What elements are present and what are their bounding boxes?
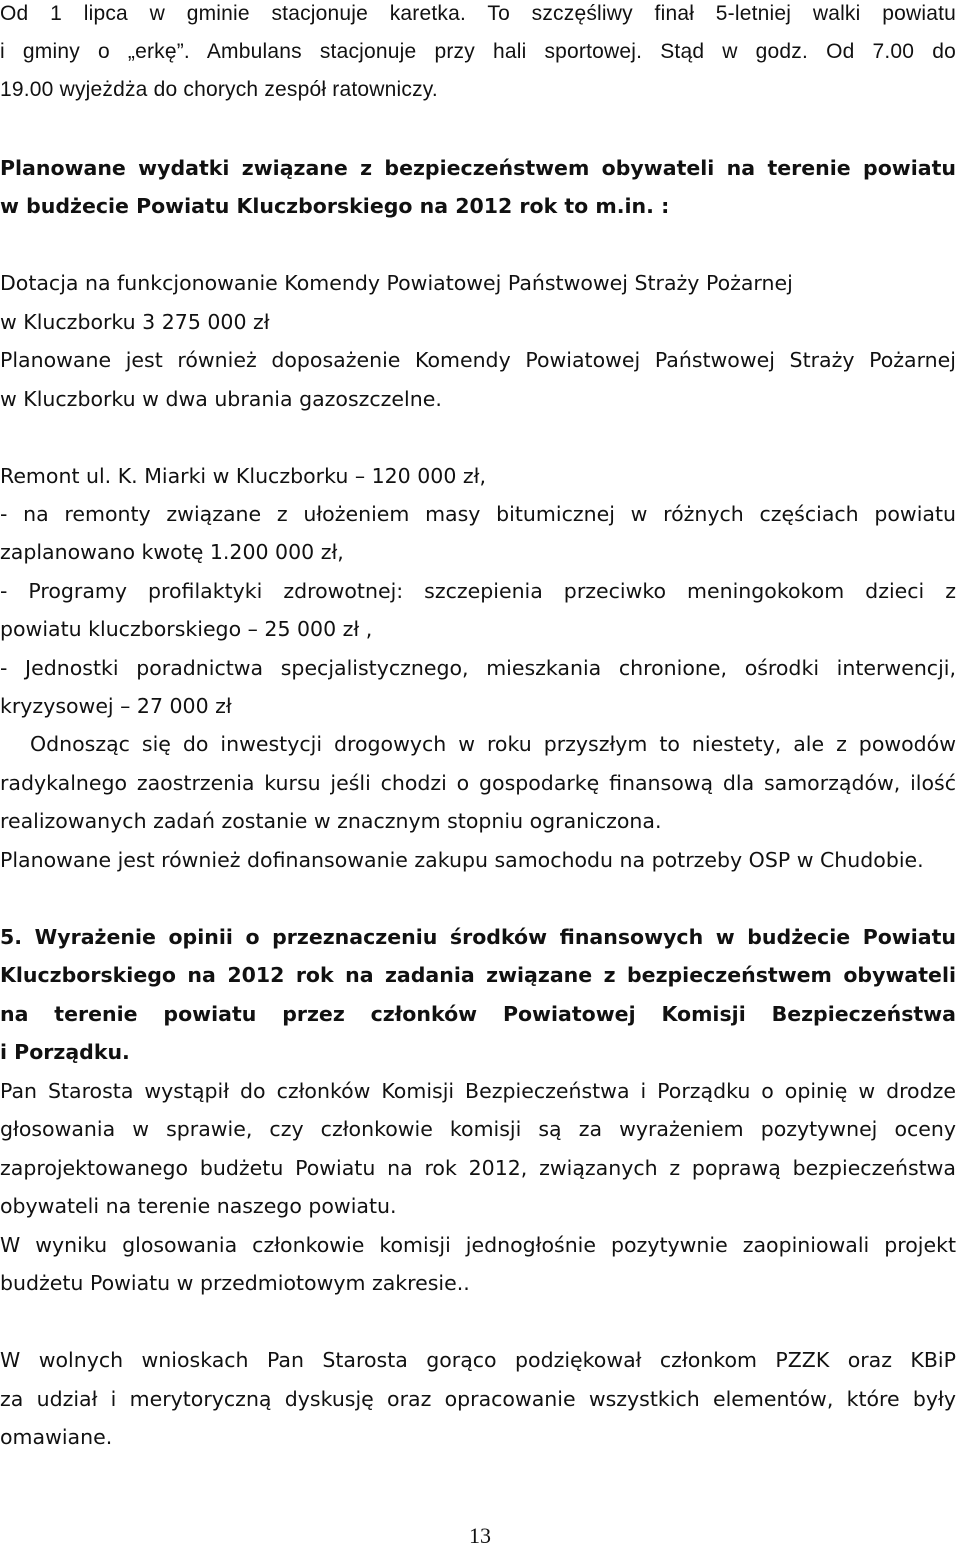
paragraph-line: W wolnych wnioskach Pan Starosta gorąco podziękował członkom PZZK oraz KBiP bbox=[0, 1348, 956, 1372]
paragraph-line: Remont ul. K. Miarki w Kluczborku – 120 000 zł, bbox=[0, 464, 486, 488]
paragraph-line: Planowane jest również doposażenie Komendy Powiatowej Państwowej Straży Pożarnej bbox=[0, 348, 956, 372]
paragraph-line: Dotacja na funkcjonowanie Komendy Powiatowej Państwowej Straży Pożarnej bbox=[0, 271, 793, 295]
section-heading-line: 5. Wyrażenie opinii o przeznaczeniu środków finansowych w budżecie Powiatu bbox=[0, 925, 956, 949]
paragraph-line: Odnosząc się do inwestycji drogowych w roku przyszłym to niestety, ale z powodów bbox=[30, 732, 956, 756]
section-heading-line: Planowane wydatki związane z bezpieczeństwem obywateli na terenie powiatu bbox=[0, 156, 956, 180]
list-item-line: zaplanowano kwotę 1.200 000 zł, bbox=[0, 540, 344, 564]
section-heading-line: Kluczborskiego na 2012 rok na zadania związane z bezpieczeństwem obywateli bbox=[0, 963, 956, 987]
paragraph-line: omawiane. bbox=[0, 1425, 113, 1449]
list-item-line: - na remonty związane z ułożeniem masy bitumicznej w różnych częściach powiatu bbox=[0, 502, 956, 526]
paragraph-line: w Kluczborku 3 275 000 zł bbox=[0, 310, 270, 334]
list-item-line: - Programy profilaktyki zdrowotnej: szczepienia przeciwko meningokokom dzieci z bbox=[0, 579, 956, 603]
section-heading-line: i Porządku. bbox=[0, 1040, 130, 1064]
list-item-line: kryzysowej – 27 000 zł bbox=[0, 694, 232, 718]
paragraph-line: 19.00 wyjeżdża do chorych zespół ratowniczy. bbox=[0, 78, 438, 101]
paragraph-line: W wyniku glosowania członkowie komisji jednogłośnie pozytywnie zaopiniowali projekt bbox=[0, 1233, 956, 1257]
paragraph-line: za udział i merytoryczną dyskusję oraz opracowanie wszystkich elementów, które były bbox=[0, 1387, 956, 1411]
list-item-line: - Jednostki poradnictwa specjalistycznego, mieszkania chronione, ośrodki interwencji, bbox=[0, 656, 956, 680]
paragraph-line: radykalnego zaostrzenia kursu jeśli chodzi o gospodarkę finansową dla samorządów, ilość bbox=[0, 771, 956, 795]
paragraph-line: i gminy o „erkę”. Ambulans stacjonuje przy hali sportowej. Stąd w godz. Od 7.00 do bbox=[0, 40, 956, 63]
paragraph-line: zaprojektowanego budżetu Powiatu na rok 2012, związanych z poprawą bezpieczeństwa bbox=[0, 1156, 956, 1180]
paragraph-line: budżetu Powiatu w przedmiotowym zakresie.. bbox=[0, 1271, 470, 1295]
paragraph-line: w Kluczborku w dwa ubrania gazoszczelne. bbox=[0, 387, 442, 411]
section-heading-line: na terenie powiatu przez członków Powiatowej Komisji Bezpieczeństwa bbox=[0, 1002, 956, 1026]
page-number: 13 bbox=[469, 1523, 491, 1548]
paragraph-line: głosowania w sprawie, czy członkowie komisji są za wyrażeniem pozytywnej oceny bbox=[0, 1117, 956, 1141]
paragraph-line: realizowanych zadań zostanie w znacznym stopniu ograniczona. bbox=[0, 809, 662, 833]
paragraph-line: Od 1 lipca w gminie stacjonuje karetka. To szczęśliwy finał 5-letniej walki powiatu bbox=[0, 2, 956, 25]
section-heading-line: w budżecie Powiatu Kluczborskiego na 2012 rok to m.in. : bbox=[0, 194, 670, 218]
list-item-line: powiatu kluczborskiego – 25 000 zł , bbox=[0, 617, 373, 641]
paragraph-line: Pan Starosta wystąpił do członków Komisji Bezpieczeństwa i Porządku o opinię w drodze bbox=[0, 1079, 956, 1103]
paragraph-line: obywateli na terenie naszego powiatu. bbox=[0, 1194, 397, 1218]
paragraph-line: Planowane jest również dofinansowanie zakupu samochodu na potrzeby OSP w Chudobie. bbox=[0, 848, 924, 872]
